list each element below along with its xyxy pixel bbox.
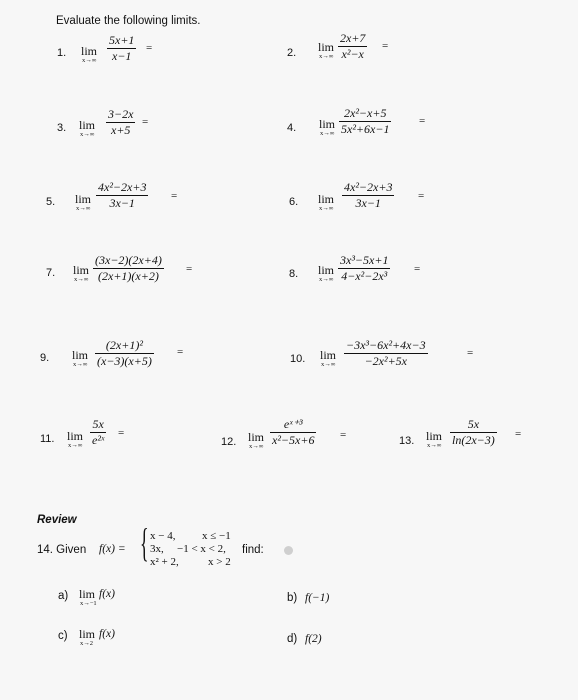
problem-number: 6. [289,196,299,208]
problem-number: 3. [57,122,67,134]
numerator: 5x+1 [109,33,135,47]
numerator: 3x³−5x+1 [340,253,389,267]
piecewise-brace: { [140,520,149,565]
numerator: 4x²−2x+3 [344,180,393,194]
equals-sign: = [467,347,474,359]
fraction [338,32,367,61]
problem-number: 8. [289,268,299,280]
problem-14-label: 14. Given [37,544,87,556]
fraction [342,181,394,210]
fraction [339,107,391,136]
part-label: a) [58,590,69,602]
part-label: d) [287,633,298,645]
fraction [270,418,316,447]
part-expression: f(2) [305,633,322,645]
equals-sign: = [515,428,522,440]
denominator: 3x−1 [342,195,394,210]
equals-sign: = [118,427,125,439]
numerator: (2x+1)² [105,338,143,352]
equals-sign: = [418,190,425,202]
piece-condition: x ≤ −1 [202,530,231,542]
fraction [93,254,164,283]
denominator: e²ˣ [92,433,105,447]
numerator: 3−2x [108,107,134,121]
part-expression: f(x) [99,588,115,600]
denominator: x−1 [107,48,136,63]
limit-operator: lim x→∞ [318,192,335,212]
problem-number: 10. [290,353,306,365]
piece-expr: 3x, [150,543,164,555]
piece-2 [150,543,226,555]
instructions-heading: Evaluate the following limits. [56,15,201,27]
limit-operator: lim x→∞ [248,430,265,450]
problem-number: 9. [40,352,50,364]
problem-number: 1. [57,47,67,59]
part-label: b) [287,592,298,604]
equals-sign: = [186,263,193,275]
equals-sign: = [382,40,389,52]
limit-operator: lim x→∞ [81,44,98,64]
equals-sign: = [414,263,421,275]
limit-operator: lim x→∞ [318,263,335,283]
problem-number: 11. [40,433,55,445]
denominator: ln(2x−3) [452,433,495,447]
equals-sign: = [340,429,347,441]
fraction [107,34,136,63]
denominator: x+5 [106,122,135,137]
piece-expr: x² + 2, [150,556,179,568]
numerator: 2x²−x+5 [344,106,387,120]
limit-operator: lim x→∞ [426,429,443,449]
piece-3 [150,556,231,568]
fraction [106,108,135,137]
equals-sign: = [419,115,426,127]
denominator: (2x+1)(x+2) [93,268,164,283]
limit-operator: lim x→2 [79,627,96,647]
mark-dot-icon [284,546,293,555]
denominator: −2x²+5x [344,353,428,368]
problem-number: 4. [287,122,297,134]
denominator: 3x−1 [96,195,148,210]
function-name: f(x) = [99,543,126,555]
fraction [450,418,497,447]
denominator: 5x²+6x−1 [341,122,390,136]
numerator: 2x+7 [340,31,366,45]
piece-expr: x − 4, [150,530,176,542]
piece-1 [150,530,231,542]
numerator: eˣ⁺³ [283,417,303,431]
numerator: 5x [92,417,104,431]
problem-number: 5. [46,196,56,208]
problem-number: 12. [221,436,237,448]
limit-operator: lim x→∞ [67,429,84,449]
denominator: (x−3)(x+5) [97,354,152,368]
fraction [90,418,106,447]
numerator: (3x−2)(2x+4) [95,253,162,267]
limit-operator: lim x→−1 [79,587,97,607]
fraction [95,339,154,368]
denominator: x²−x [338,46,367,61]
limit-operator: lim x→∞ [320,348,337,368]
limit-operator: lim x→∞ [79,118,96,138]
equals-sign: = [146,42,153,54]
fraction [338,254,390,283]
limit-operator: lim x→∞ [75,192,92,212]
part-expression: f(−1) [305,592,330,604]
numerator: −3x³−6x²+4x−3 [346,338,426,352]
fraction [96,181,148,210]
limit-operator: lim x→∞ [318,40,335,60]
numerator: 5x [467,417,480,431]
piece-condition: −1 < x < 2, [177,543,226,555]
problem-number: 2. [287,47,297,59]
problem-number: 7. [46,267,56,279]
piece-condition: x > 2 [208,556,231,568]
numerator: 4x²−2x+3 [98,180,147,194]
problem-number: 13. [399,435,415,447]
part-expression: f(x) [99,628,115,640]
equals-sign: = [142,116,149,128]
review-heading: Review [37,514,77,526]
equals-sign: = [171,190,178,202]
part-label: c) [58,630,68,642]
denominator: x²−5x+6 [272,433,315,447]
limit-operator: lim x→∞ [73,263,90,283]
limit-operator: lim x→∞ [319,117,336,137]
denominator: 4−x²−2x³ [338,268,390,283]
limit-operator: lim x→∞ [72,348,89,368]
fraction [344,339,428,368]
find-label: find: [242,544,264,556]
equals-sign: = [177,346,184,358]
